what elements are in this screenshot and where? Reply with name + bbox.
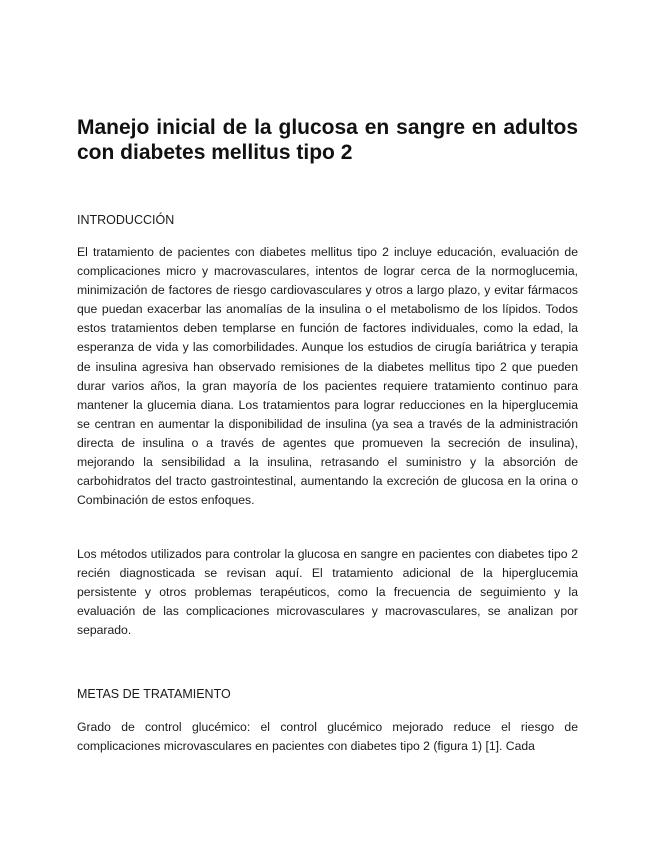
intro-paragraph-2: Los métodos utilizados para controlar la glucosa en sangre en pacientes con diabetes tipo 2 recién diagnosticada se revisan aquí. El tratamiento adicional de la hiperglucemia persistente y otros problemas terapéuticos, como la frecuencia de seguimiento y la evaluación de las complicaciones microvasculares y macrovasculares, se analizan por separado.	[77, 547, 578, 638]
metas-paragraph-1: Grado de control glucémico: el control glucémico mejorado reduce el riesgo de complicaciones microvasculares en pacientes con diabetes tipo 2 (figura 1) [1]. Cada	[77, 720, 578, 754]
section-heading-metas-de-tratamiento: METAS DE TRATAMIENTO	[77, 687, 231, 701]
document-title: Manejo inicial de la glucosa en sangre en adultos con diabetes mellitus tipo 2	[77, 116, 578, 164]
section-heading-introduccion: INTRODUCCIÓN	[77, 213, 175, 227]
intro-paragraph-1: El tratamiento de pacientes con diabetes mellitus tipo 2 incluye educación, evaluación de complicaciones micro y macrovasculares, intentos de lograr cerca de la normoglucemia, minimización de factores de riesgo cardiovasculares y otros a largo plazo, y evitar fármacos que puedan exacerbar las anomalías de la insulina o el metabolismo de los lípidos. Todos estos tratamientos deben templarse en función de factores individuales, como la edad, la esperanza de vida y las comorbilidades. Aunque los estudios de cirugía bariátrica y terapia de insulina agresiva han observado remisiones de la diabetes mellitus tipo 2 que pueden durar varios años, la gran mayoría de los pacientes requiere tratamiento continuo para mantener la glucemia diana. Los tratamientos para lograr reducciones en la hiperglucemia se centran en aumentar la disponibilidad de insulina (ya sea a través de la administración directa de insulina o a través de agentes que promueven la secreción de insulina), mejorando la sensibilidad a la insulina, retrasando el suministro y la absorción de carbohidratos del tracto gastrointestinal, aumentando la excreción de glucosa en la orina o Combinación de estos enfoques.	[77, 245, 578, 508]
